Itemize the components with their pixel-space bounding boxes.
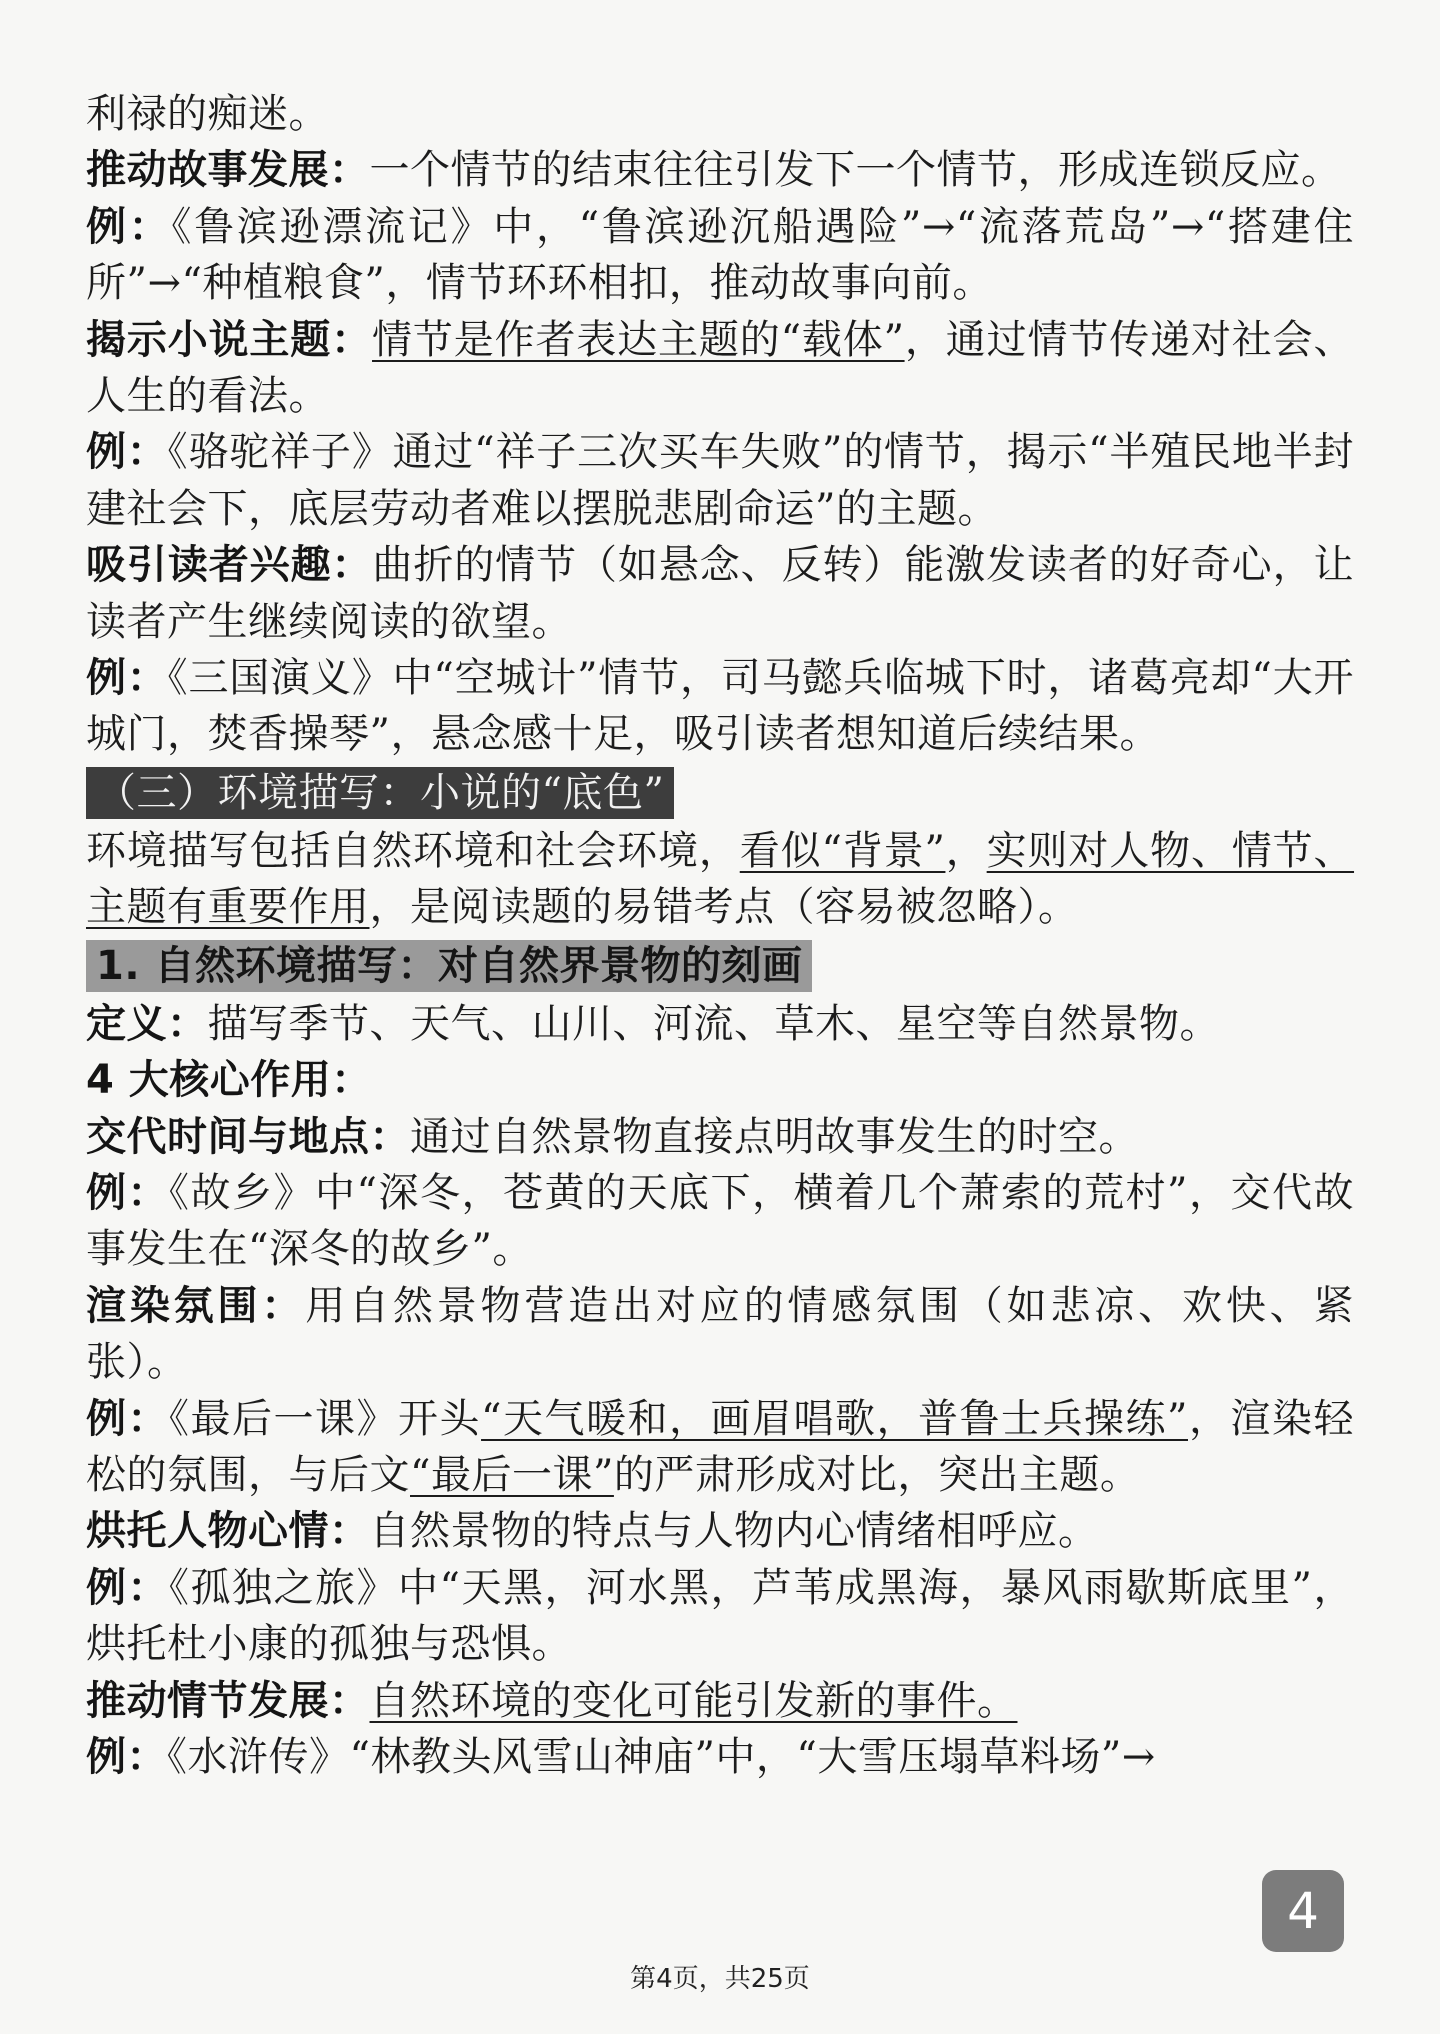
example-paragraph [86, 1391, 1354, 1504]
underlined-text: 实则对人物、情节、主题有重要作用 [86, 827, 1355, 931]
example-label: 例： [86, 1564, 170, 1611]
paragraph [86, 996, 1354, 1052]
example-label: 例： [86, 203, 172, 250]
paragraph [86, 1278, 1354, 1391]
text: 《三国演义》中“空城计”情节，司马懿兵临城下时，诸葛亮却“大开城门，焚香操琴”，悬念感十足，吸引读者想知道后续结果。 [86, 655, 1354, 758]
underlined-text: “天气暖和，画眉唱歌，普鲁士兵操练” [481, 1395, 1188, 1442]
text: 利禄的痴迷。 [86, 91, 329, 137]
example-paragraph [86, 1729, 1354, 1785]
example-paragraph [86, 1560, 1354, 1673]
text: 环境描写包括自然环境和社会环境， [86, 827, 740, 874]
text: 《水浒传》“林教头风雪山神庙”中，“大雪压塌草料场”→ [167, 1733, 1156, 1780]
term-label: 烘托人物心情： [86, 1508, 370, 1555]
example-paragraph [86, 650, 1354, 763]
section-heading: （三）环境描写：小说的“底色” [86, 767, 674, 819]
text: ，通过情节传递对社会、人生的看法。 [86, 316, 1355, 420]
paragraph [86, 1503, 1354, 1559]
subsection-heading: 1. 自然环境描写：对自然界景物的刻画 [86, 940, 812, 992]
section-heading-row [86, 763, 1354, 823]
underlined-text: “最后一课” [410, 1451, 614, 1498]
paragraph [86, 1052, 1354, 1108]
example-label: 例： [86, 429, 168, 476]
text: ，渲染轻松的氛围，与后文 [86, 1395, 1355, 1498]
page-number-badge: 4 [1262, 1870, 1344, 1952]
paragraph [86, 1109, 1354, 1165]
text: 《鲁滨逊漂流记》中，“鲁滨逊沉船遇险”→“流落荒岛”→“搭建住所”→“种植粮食”，情节环环相扣，推动故事向前。 [86, 203, 1355, 307]
document-body [86, 86, 1354, 1785]
text: ， [945, 827, 987, 874]
text: 自然景物的特点与人物内心情绪相呼应。 [369, 1508, 1099, 1555]
paragraph [86, 312, 1354, 425]
term-label: 吸引读者兴趣： [86, 542, 373, 589]
term-label: 渲染氛围： [86, 1282, 306, 1329]
paragraph [86, 823, 1354, 936]
example-paragraph [86, 199, 1354, 312]
term-label: 推动故事发展： [86, 147, 370, 194]
example-label: 例： [86, 655, 168, 702]
paragraph [86, 142, 1354, 198]
page-footer: 第4页，共25页 [630, 1964, 810, 1994]
term-label: 4 大核心作用： [86, 1057, 372, 1104]
text: 描写季节、天气、山川、河流、草木、星空等自然景物。 [207, 1000, 1220, 1047]
text: 一个情节的结束往往引发下一个情节，形成连锁反应。 [369, 147, 1342, 194]
text: 通过自然景物直接点明故事发生的时空。 [410, 1113, 1139, 1160]
text: 的严肃形成对比，突出主题。 [613, 1451, 1141, 1498]
underlined-text: 自然环境的变化可能引发新的事件。 [369, 1677, 1018, 1724]
subsection-heading-row [86, 936, 1354, 996]
underlined-text: 情节是作者表达主题的“载体” [372, 316, 905, 363]
example-paragraph [86, 424, 1354, 537]
term-label: 定义： [86, 1000, 208, 1047]
text: 曲折的情节（如悬念、反转）能激发读者的好奇心，让读者产生继续阅读的欲望。 [86, 542, 1355, 645]
term-label: 揭示小说主题： [86, 316, 373, 363]
paragraph [86, 537, 1354, 650]
example-label: 例： [86, 1395, 170, 1442]
underlined-text: 看似“背景” [739, 827, 946, 874]
text: 《孤独之旅》中“天黑，河水黑，芦苇成黑海，暴风雨歇斯底里”，烘托杜小康的孤独与恐惧。 [86, 1564, 1355, 1668]
example-label: 例： [86, 1733, 167, 1780]
term-label: 推动情节发展： [86, 1677, 370, 1724]
example-paragraph [86, 1165, 1354, 1278]
text: 用自然景物营造出对应的情感氛围（如悲凉、欢快、紧张）。 [86, 1282, 1355, 1386]
text: 《最后一课》开头 [169, 1395, 482, 1442]
term-label: 交代时间与地点： [86, 1113, 410, 1160]
text: ，是阅读题的易错考点（容易被忽略）。 [369, 884, 1079, 931]
example-label: 例： [86, 1169, 170, 1216]
text: 《骆驼祥子》通过“祥子三次买车失败”的情节，揭示“半殖民地半封建社会下，底层劳动者难以摆脱悲剧命运”的主题。 [86, 429, 1354, 532]
text: 《故乡》中“深冬，苍黄的天底下，横着几个萧索的荒村”，交代故事发生在“深冬的故乡”。 [86, 1169, 1355, 1273]
paragraph [86, 86, 1354, 142]
paragraph [86, 1673, 1354, 1729]
